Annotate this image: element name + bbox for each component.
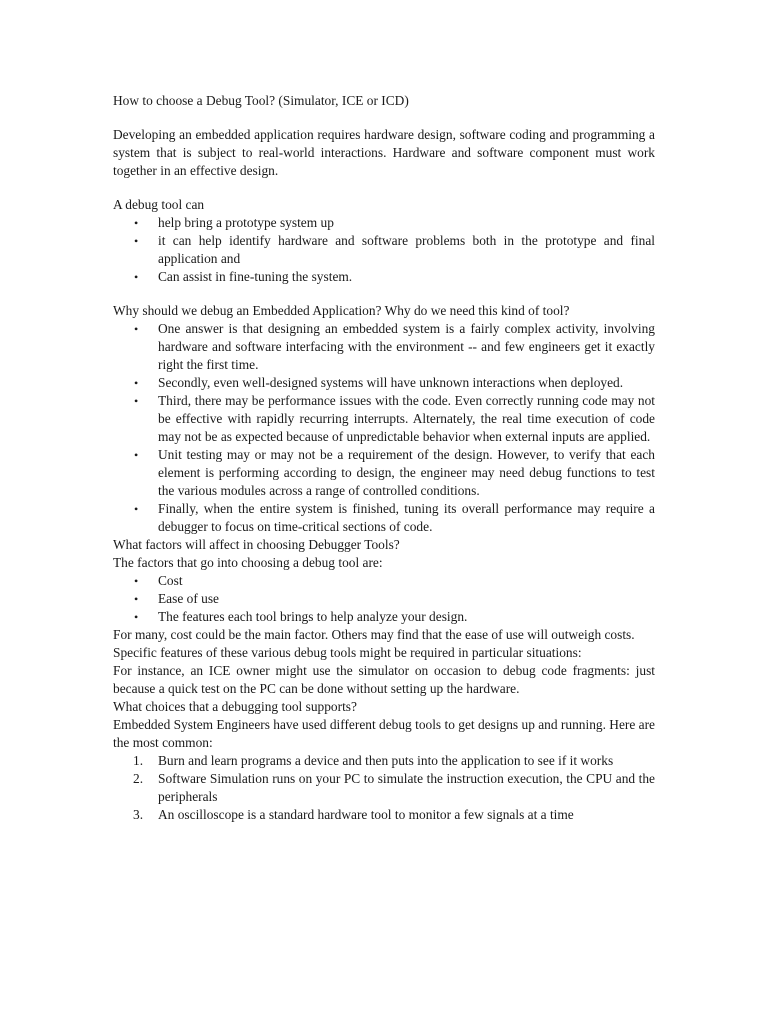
document-page	[113, 92, 655, 824]
list-item: • One answer is that designing an embedded system is a fairly complex activity, involving hardware and software interfacing with the environment -- and few engineers get it exactly right the first time.	[134, 321, 655, 372]
bullet-icon: •	[134, 592, 139, 606]
list-item: • Third, there may be performance issues with the code. Even correctly running code may not be effective with rapidly recurring interrupts. Alternately, the real time execution of code may not be as expected because of unpredictable behavior when external inputs are applied.	[134, 393, 655, 444]
list-item: • Cost	[134, 573, 183, 588]
debug-tool-list	[113, 214, 655, 286]
list-item: • it can help identify hardware and software problems both in the prototype and final application and	[134, 233, 655, 266]
list-item: • Secondly, even well-designed systems will have unknown interactions when deployed.	[134, 375, 624, 390]
choices-intro: Embedded System Engineers have used different debug tools to get designs up and running. Here are the most common:	[113, 717, 655, 750]
bullet-icon: •	[134, 394, 139, 408]
list-item: • Can assist in fine-tuning the system.	[134, 269, 353, 284]
list-item: • The features each tool brings to help analyze your design.	[134, 609, 468, 624]
list-number: 3.	[133, 807, 144, 822]
bullet-icon: •	[134, 376, 139, 390]
list-item: 1. Burn and learn programs a device and then puts into the application to see if it works	[133, 753, 614, 768]
bullet-icon: •	[134, 574, 139, 588]
factors-paragraph-features: Specific features of these various debug tools might be required in particular situations:	[113, 645, 582, 660]
list-number: 1.	[133, 753, 144, 768]
list-item: • Finally, when the entire system is finished, tuning its overall performance may require a debugger to focus on time-critical sections of code.	[134, 501, 655, 534]
bullet-icon: •	[134, 270, 139, 284]
why-list	[113, 320, 655, 536]
list-item: 2. Software Simulation runs on your PC to simulate the instruction execution, the CPU and the peripherals	[133, 771, 655, 804]
list-number: 2.	[133, 771, 144, 786]
bullet-icon: •	[134, 322, 139, 336]
document-title: How to choose a Debug Tool? (Simulator, ICE or ICD)	[113, 93, 409, 108]
factors-intro: The factors that go into choosing a debug tool are:	[113, 555, 383, 570]
choices-list	[113, 752, 655, 824]
why-heading: Why should we debug an Embedded Application? Why do we need this kind of tool?	[113, 303, 570, 318]
list-item: • Ease of use	[134, 591, 219, 606]
factors-heading: What factors will affect in choosing Debugger Tools?	[113, 537, 400, 552]
intro-paragraph: Developing an embedded application requires hardware design, software coding and programming a system that is subject to real-world interactions. Hardware and software component must work together in an effective design.	[113, 127, 655, 178]
bullet-icon: •	[134, 234, 139, 248]
choices-heading: What choices that a debugging tool supports?	[113, 699, 357, 714]
bullet-icon: •	[134, 502, 139, 516]
list-item: 3. An oscilloscope is a standard hardware tool to monitor a few signals at a time	[133, 807, 574, 822]
debug-tool-heading: A debug tool can	[113, 197, 205, 212]
factors-list	[113, 572, 655, 626]
bullet-icon: •	[134, 216, 139, 230]
bullet-icon: •	[134, 610, 139, 624]
factors-paragraph-example: For instance, an ICE owner might use the simulator on occasion to debug code fragments: just because a quick test on the PC can be done without setting up the hardware.	[113, 663, 655, 696]
list-item: • help bring a prototype system up	[134, 215, 334, 230]
factors-paragraph-cost: For many, cost could be the main factor. Others may find that the ease of use will outweigh costs.	[113, 627, 635, 642]
bullet-icon: •	[134, 448, 139, 462]
list-item: • Unit testing may or may not be a requirement of the design. However, to verify that each element is performing according to design, the engineer may need debug functions to test the various modules across a range of controlled conditions.	[134, 447, 655, 498]
